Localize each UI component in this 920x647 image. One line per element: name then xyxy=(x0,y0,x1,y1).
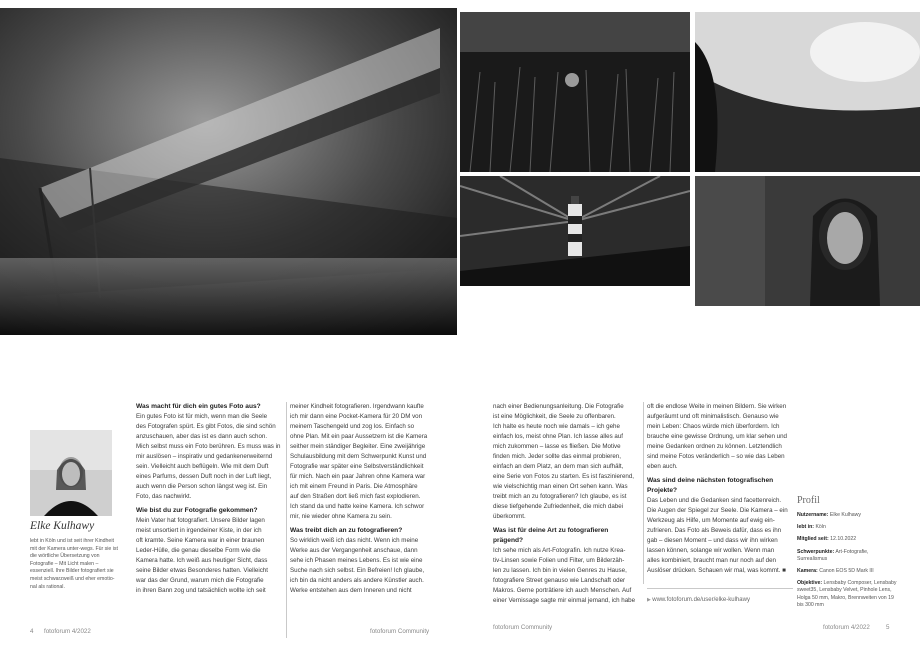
text-line: anzuschauen, aber das ist es dann auch schon. xyxy=(136,433,268,440)
para-kindheit xyxy=(290,402,436,522)
text-line: war das der Grund, warum mich die Fotografie xyxy=(136,577,264,584)
text-line: auf den Straßen dort ließ mich fast explodieren. xyxy=(290,493,421,500)
text-line: in ihren Bann zog und tatsächlich wollte ich seit xyxy=(136,587,266,594)
text-line: Leder-Hülle, die genau dieselbe Form wie die xyxy=(136,547,261,554)
text-line: Kamera hatte. Ich weiß aus heutiger Sicht, dass xyxy=(136,557,268,564)
text-line: meine Gedanken ordnen zu können. Letztendlich xyxy=(647,443,782,450)
para-was-treibt xyxy=(290,536,436,596)
text-line: Auslöser drücken. Schauen wir mal, was kommt. ■ xyxy=(647,567,786,574)
text-line: ich bin da nicht anders als andere Künstler auch. xyxy=(290,577,424,584)
text-line: oft die endlose Weite in meinen Bildern. Sie wirken xyxy=(647,403,787,410)
text-line: brauche eine gewisse Ordnung, um klar sehen und xyxy=(647,433,787,440)
text-line: aufgeräumt und oft minimalistisch. Genauso wie xyxy=(647,413,779,420)
text-line: zufrieren. Das Foto als Beweis dafür, dass es ihn xyxy=(647,527,782,534)
text-line: Ich sehe mich als Art-Fotografin. Ich nutze Krea- xyxy=(493,547,626,554)
text-line: einfach los, meist ohne Plan. Ich lasse alles auf xyxy=(493,433,624,440)
heading-art-zu-fotografieren: Was ist für deine Art zu fotografieren prägend? xyxy=(493,527,609,544)
profile-link[interactable]: ▶ www.fotoforum.de/user/elke-kulhawy xyxy=(647,597,750,603)
text-line: eben auch. xyxy=(647,463,678,470)
text-line: meiner Kindheit fotografieren. Irgendwann kaufte xyxy=(290,403,424,410)
portrait-photo xyxy=(695,176,920,306)
text-line: seine Bilder etwas Besonderes hatten. Vielleicht xyxy=(136,567,268,574)
text-line: mir auslösen – inspirativ und gedankenerweiternd xyxy=(136,453,273,460)
profil-row xyxy=(797,536,897,543)
profil-value: Köln xyxy=(815,524,826,531)
profil-row xyxy=(797,549,897,563)
text-line: für mich. Nach ein paar Jahren ohne Kamera war xyxy=(290,473,426,480)
right-column-2 xyxy=(647,402,793,576)
text-line: Schulausbildung mit dem Schwerpunkt Kunst und xyxy=(290,453,427,460)
text-line: Ich halte es heute noch wie damals – ich gehe xyxy=(493,423,620,430)
text-line: tiv-Linsen sowie Folien und Filter, um Bilderzäh- xyxy=(493,557,625,564)
heading-wie-gekommen: Wie bist du zur Fotografie gekommen? xyxy=(136,507,258,514)
text-line: sehe ich Phasen meines Lebens. Es ist wie eine xyxy=(290,557,423,564)
text-line: Die Augen der Spiegel zur Seele. Die Kamera – ein xyxy=(647,507,788,514)
dunes-photo xyxy=(695,12,920,172)
profil-value: 12.10.2022 xyxy=(830,536,857,543)
text-line: Ich stand da und hatte keine Kamera. Ich schwor xyxy=(290,503,425,510)
text-line: Werkzeug als Hilfe, um Momente auf ewig ein- xyxy=(647,517,775,524)
text-line: des Fotografen spürt. Es gibt Fotos, die sind schön xyxy=(136,423,276,430)
author-bio: lebt in Köln und ist seit ihrer Kindheit mit der Kamera unter-wegs. Für sie ist die wörtliche Übersetzung von Fotografie – Mit Licht malen – essenziell. Ihre Bilder fotografiert sie meist schwarzweiß und eher emotio-nal als rational. xyxy=(30,538,118,590)
text-line: Fotografie war später eine Selbstverständlichkeit xyxy=(290,463,424,470)
para-naechste-projekte xyxy=(647,496,793,576)
grass-figure-photo xyxy=(460,12,690,172)
para-gutes-foto xyxy=(136,412,282,502)
text-line: finden mich. Jeder sollte das einmal probieren, xyxy=(493,453,621,460)
text-line: Mein Vater hat fotografiert. Unsere Bilder lagen xyxy=(136,517,265,524)
author-photo xyxy=(30,430,112,516)
footer-right-issue: fotoforum 4/2022 xyxy=(823,624,870,631)
profil-value: Canon EOS 5D Mark III xyxy=(819,568,874,575)
profil-label: Objektive: xyxy=(797,580,823,587)
profil-row xyxy=(797,580,897,609)
right-column-1 xyxy=(493,402,639,606)
para-bedienungsanleitung xyxy=(493,402,639,522)
profil-value: Lensbaby Composer, Lensbaby sweet35, Lensbaby Velvet, Pinhole Lens, Holga 50 mm, Makro, Brennweiten von 19 bis 300 mm xyxy=(797,580,897,608)
left-column xyxy=(136,402,282,596)
profil-label: Schwerpunkte: xyxy=(797,548,835,555)
text-line: seither mein ständiger Begleiter. Eine zweijährige xyxy=(290,443,426,450)
profil-title: Profil xyxy=(797,495,820,506)
profil-label: lebt in: xyxy=(797,524,815,531)
profil-row xyxy=(797,568,897,575)
profil-row xyxy=(797,524,897,531)
text-line: ich mir dann eine Pocket-Kamera für 20 DM von xyxy=(290,413,423,420)
text-line: Das Leben und die Gedanken sind facettenreich. xyxy=(647,497,782,504)
text-line: Werke aus der Vergangenheit anschaue, dann xyxy=(290,547,418,554)
column-divider xyxy=(643,402,644,584)
text-line: Suche nach sich selbst. Ein Befreien! Ich glaube, xyxy=(290,567,425,574)
footer-right-section: fotoforum Community xyxy=(493,624,553,631)
text-line: ich mit einem Freund in Paris. Die Atmosphäre xyxy=(290,483,418,490)
heading-gutes-foto: Was macht für dich ein gutes Foto aus? xyxy=(136,403,261,410)
text-line: mich zukommen – lasse es fließen. Die Motive xyxy=(493,443,621,450)
para-endlose-weite xyxy=(647,402,793,472)
text-line: gab – diesen Moment – und dass wir ihn wirken xyxy=(647,537,778,544)
text-line: wie vielschichtig man einen Ort sehen kann. Was xyxy=(493,483,628,490)
text-line: Werke entstehen aus dem Inneren und nicht xyxy=(290,587,412,594)
text-line: einfach an dem Platz, an dem man sich aufhält, xyxy=(493,463,624,470)
para-wie-gekommen xyxy=(136,516,282,596)
text-line: diese tiefgehende Zufriedenheit, die mich dabei xyxy=(493,503,624,510)
text-line: len zu lassen. Ich bin in vielen Genres zu Hause, xyxy=(493,567,627,574)
text-line: überkommt. xyxy=(493,513,526,520)
profil-label: Mitglied seit: xyxy=(797,536,829,543)
heading-naechste-projekte: Was sind deine nächsten fotografischen Projekte? xyxy=(647,477,774,494)
text-line: Ein gutes Foto ist für mich, wenn man die Seele xyxy=(136,413,268,420)
bridge-photo xyxy=(0,8,457,335)
text-line: mein Leben: Chaos würde mich überfordern. Ich xyxy=(647,423,780,430)
text-line: ist eine Möglichkeit, die Seele zu offenbaren. xyxy=(493,413,616,420)
text-line: Foto, das nachwirkt. xyxy=(136,493,192,500)
para-art-zu-fotografieren xyxy=(493,546,639,606)
text-line: meist unsortiert in irgendeiner Kiste, in der ich xyxy=(136,527,262,534)
profil-box xyxy=(797,495,897,614)
text-line: einer Vernissage sagte mir einmal jemand, ich habe xyxy=(493,597,636,604)
profil-value: Elke Kulhawy xyxy=(829,512,862,518)
text-line: lassen können, solange wir wollen. Wenn man xyxy=(647,547,775,554)
text-line: sein. Vielleicht auch beflügeln. Wie mit dem Duft xyxy=(136,463,269,470)
middle-column xyxy=(290,402,436,596)
text-line: Mich selbst muss ein Foto berühren. Es muss was in xyxy=(136,443,281,450)
column-divider xyxy=(286,402,287,638)
text-line: ohne Plan. Mit ein paar Aussetzern ist die Kamera xyxy=(290,433,428,440)
profil-value: Art-Fotografie, Surrealismus xyxy=(797,548,869,562)
lighthouse-photo xyxy=(460,176,690,286)
profil-label: Nutzername: xyxy=(797,512,829,518)
text-line: auch wenn die Person schon längst weg ist. Ein xyxy=(136,483,268,490)
footer-left-page-number: 4 xyxy=(30,628,34,635)
heading-was-treibt: Was treibt dich an zu fotografieren? xyxy=(290,527,403,534)
text-line: eine Serie von Fotos zu starten. Es ist faszinierend, xyxy=(493,473,635,480)
text-line: eines Parfums, dessen Duft noch in der Luft liegt, xyxy=(136,473,272,480)
text-line: Makros. Gerne porträtiere ich auch Menschen. Auf xyxy=(493,587,632,594)
text-line: fotografiere Street genauso wie Landschaft oder xyxy=(493,577,626,584)
author-name: Elke Kulhawy xyxy=(30,520,95,532)
profil-label: Kamera: xyxy=(797,568,818,575)
text-line: treibt mich an zu fotografieren? Ich glaube, es ist xyxy=(493,493,627,500)
link-rule xyxy=(647,588,793,589)
text-line: nach einer Bedienungsanleitung. Die Fotografie xyxy=(493,403,624,410)
footer-right-page-number: 5 xyxy=(886,624,890,631)
text-line: alles kombiniert, braucht man nur noch auf den xyxy=(647,557,776,564)
footer-left-issue: fotoforum 4/2022 xyxy=(44,628,91,635)
text-line: oft kramte. Seine Kamera war in einer braunen xyxy=(136,537,265,544)
text-line: meinem Taschengeld und zog los. Einfach so xyxy=(290,423,415,430)
footer-left-section: fotoforum Community xyxy=(370,628,430,635)
text-line: mir, nie wieder ohne Kamera zu sein. xyxy=(290,513,392,520)
text-line: So wirklich weiß ich das nicht. Wenn ich meine xyxy=(290,537,419,544)
text-line: sind meine Fotos veränderlich – so wie das Leben xyxy=(647,453,785,460)
profil-row xyxy=(797,512,897,519)
